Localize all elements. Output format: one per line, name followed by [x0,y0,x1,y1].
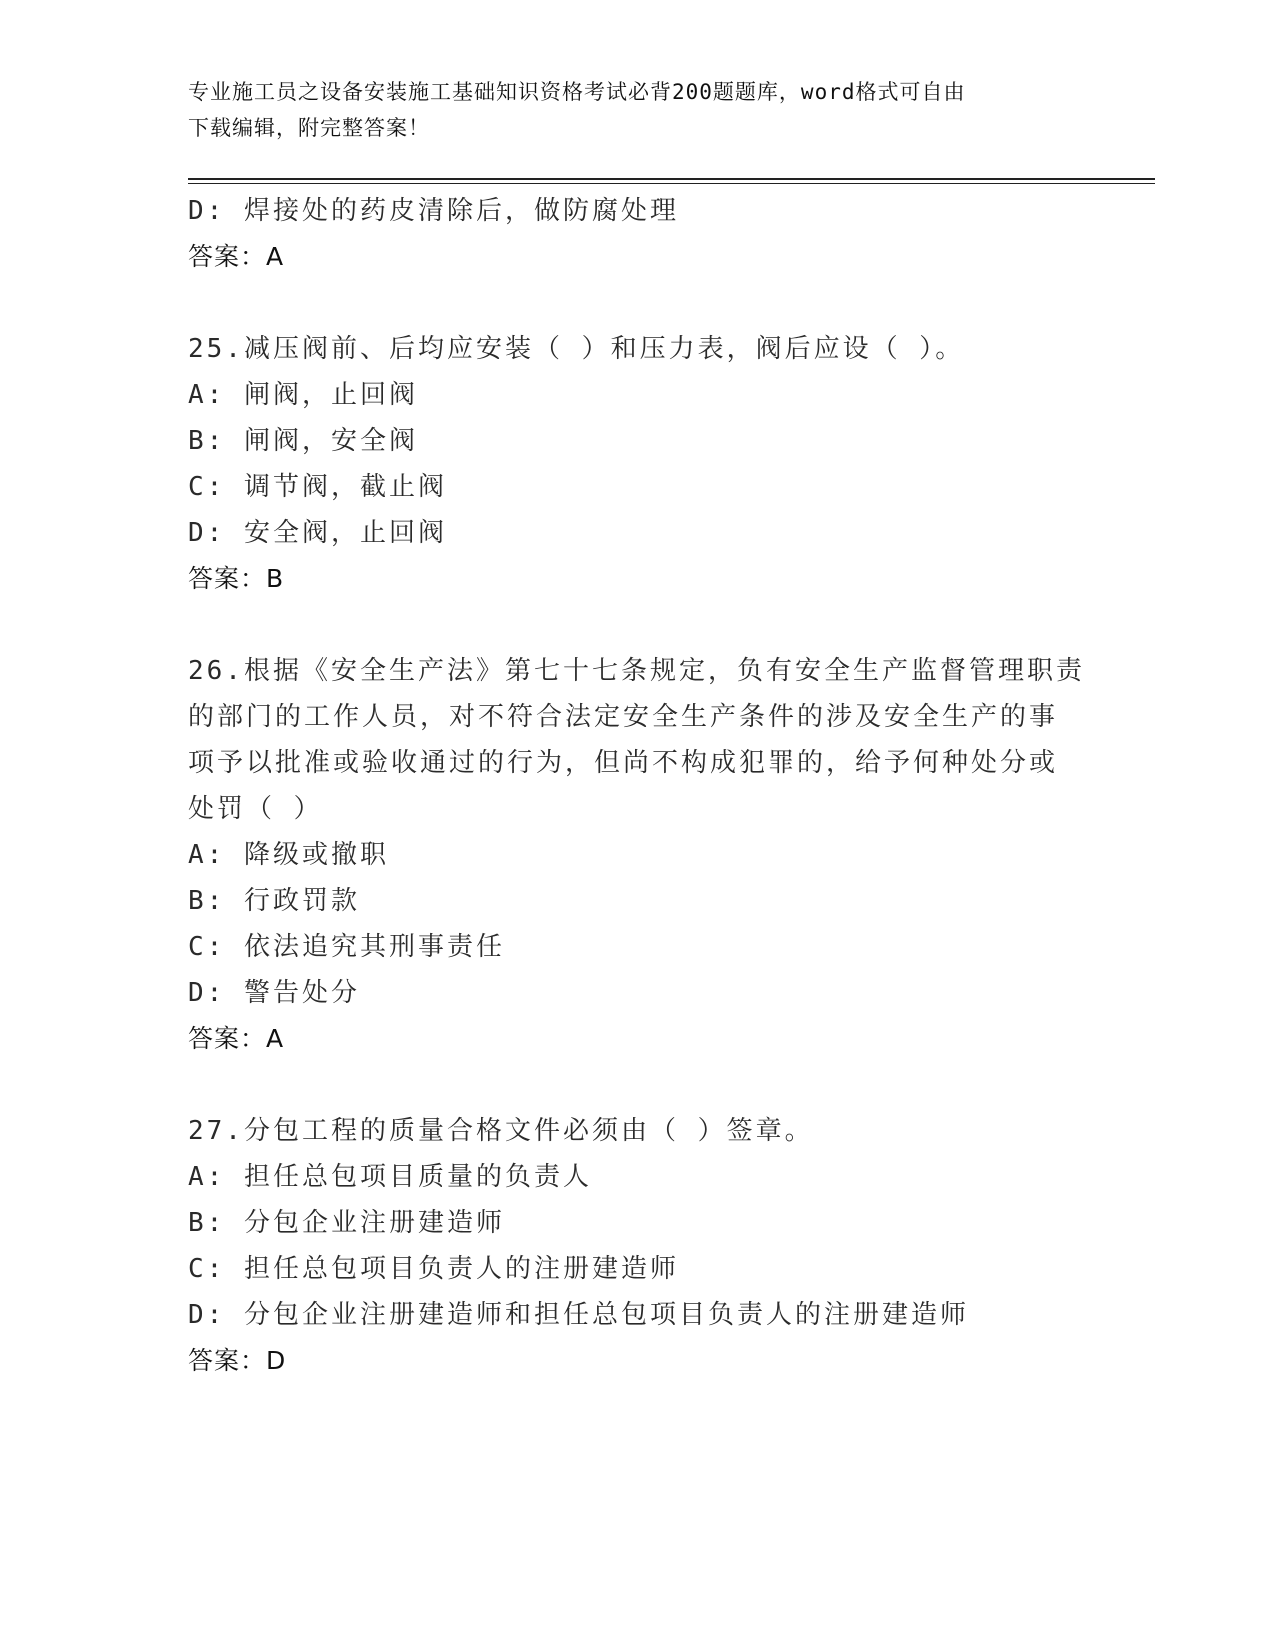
question-content [188,188,1088,1384]
option-a: A: 担任总包项目质量的负责人 [188,1162,592,1192]
question-25 [188,326,1088,602]
question-stem [188,326,1088,372]
option-d: D: 警告处分 [188,978,360,1008]
header-title-line-1: 专业施工员之设备安装施工基础知识资格考试必背200题题库，word格式可自由 [188,80,966,104]
question-stem [188,648,1088,832]
header-divider [188,178,1155,180]
answer-line: 答案：A [188,242,285,271]
stem-line: 26.根据《安全生产法》第七十七条规定，负有安全生产监督管理职责 [188,656,1085,686]
previous-question-tail [188,188,1088,280]
spacer [188,602,1088,648]
answer-line: 答案：B [188,564,285,593]
option-a: A: 闸阀，止回阀 [188,380,418,410]
option-c: C: 依法追究其刑事责任 [188,932,505,962]
page-header [188,74,1068,146]
option-b: B: 闸阀，安全阀 [188,426,418,456]
option-a: A: 降级或撤职 [188,840,389,870]
option-d: D: 安全阀，止回阀 [188,518,447,548]
option-d: D: 焊接处的药皮清除后，做防腐处理 [188,196,679,226]
stem-line: 25.减压阀前、后均应安装（ ）和压力表，阀后应设（ ）。 [188,334,965,364]
question-27 [188,1108,1088,1384]
option-c: C: 调节阀，截止阀 [188,472,447,502]
stem-line: 处罚（ ） [188,794,323,824]
stem-line: 的部门的工作人员，对不符合法定安全生产条件的涉及安全生产的事 [188,702,1059,732]
answer-line: 答案：D [188,1346,287,1375]
stem-line: 27.分包工程的质量合格文件必须由（ ）签章。 [188,1116,814,1146]
header-title-line-2: 下载编辑，附完整答案！ [188,116,430,140]
option-c: C: 担任总包项目负责人的注册建造师 [188,1254,679,1284]
stem-line: 项予以批准或验收通过的行为，但尚不构成犯罪的，给予何种处分或 [188,748,1059,778]
spacer [188,280,1088,326]
answer-line: 答案：A [188,1024,285,1053]
question-26 [188,648,1088,1062]
option-b: B: 分包企业注册建造师 [188,1208,505,1238]
option-d: D: 分包企业注册建造师和担任总包项目负责人的注册建造师 [188,1300,969,1330]
question-stem [188,1108,1088,1154]
option-b: B: 行政罚款 [188,886,360,916]
header-divider-thin [188,183,1155,184]
spacer [188,1062,1088,1108]
